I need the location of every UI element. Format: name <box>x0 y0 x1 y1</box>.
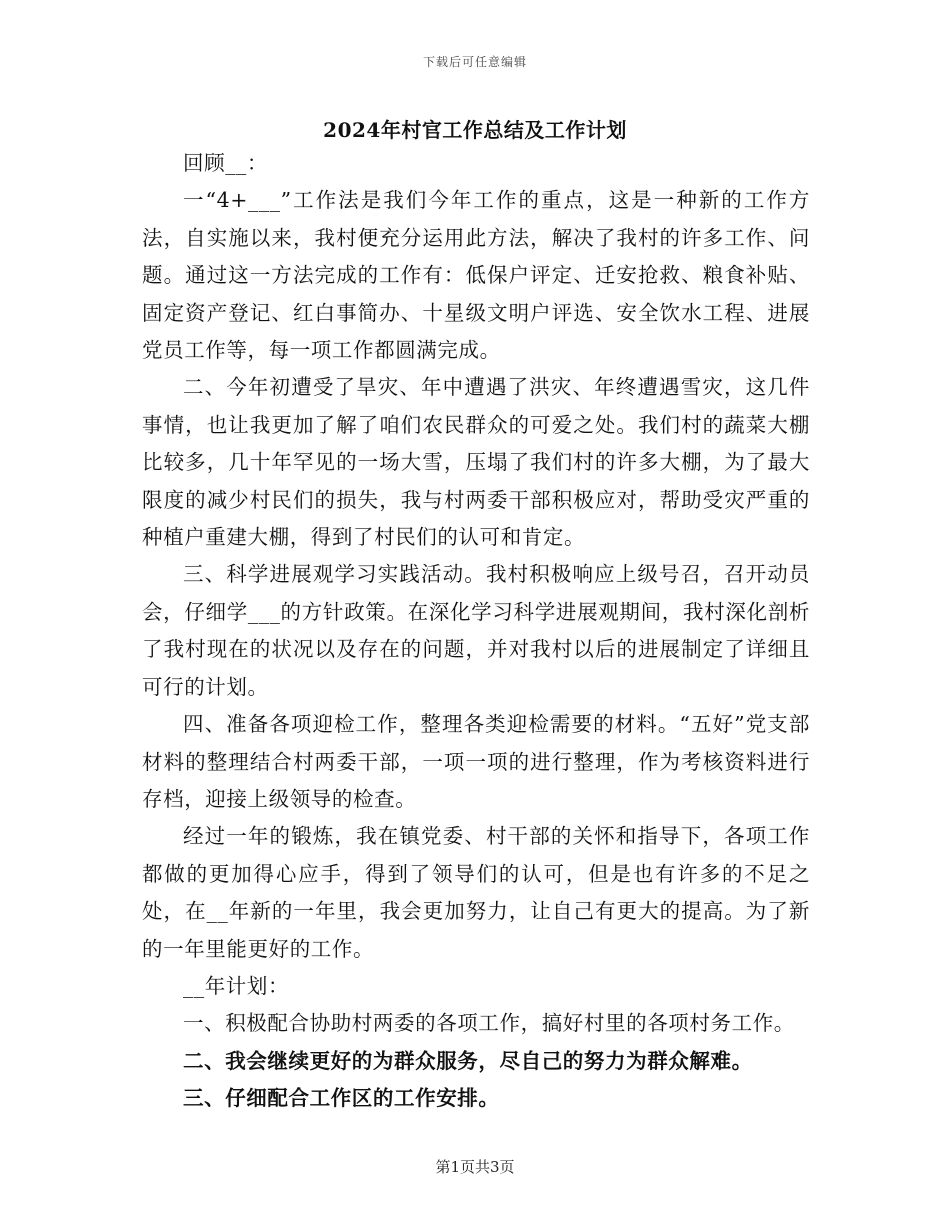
document-title: 2024年村官工作总结及工作计划 <box>323 118 627 142</box>
page-footer: 第1页共3页 <box>435 1158 515 1176</box>
paragraph-item-1: 一“4+___”工作法是我们今年工作的重点，这是一种新的工作方法，自实施以来，我村便充分运用此方法，解决了我村的许多工作、问题。通过这一方法完成的工作有：低保户评定、迁安抢救、粮食补贴、固定资产登记、红白事简办、十星级文明户评选、安全饮水工程、进展党员工作等，每一项工作都圆满完成。 <box>142 188 810 363</box>
document-body <box>142 145 810 1118</box>
paragraph-item-4: 四、准备各项迎检工作，整理各类迎检需要的材料。“五好”党支部材料的整理结合村两委干部，一项一项的进行整理，作为考核资料进行存档，迎接上级领导的检查。 <box>142 712 810 811</box>
paragraph-plan-1: 一、积极配合协助村两委的各项工作，搞好村里的各项村务工作。 <box>183 1011 795 1036</box>
paragraph-item-3: 三、科学进展观学习实践活动。我村积极响应上级号召，召开动员会，仔细学___的方针政策。在深化学习科学进展观期间，我村深化剖析了我村现在的状况以及存在的问题，并对我村以后的进展制定了详细且可行的计划。 <box>142 562 810 699</box>
paragraph-review-heading: 回顾__： <box>183 151 268 175</box>
paragraph-plan-heading: __年计划： <box>183 973 290 998</box>
page-header: 下载后可任意编辑 <box>422 55 527 69</box>
paragraph-plan-2: 二、我会继续更好的为群众服务，尽自己的努力为群众解难。 <box>183 1048 753 1073</box>
paragraph-plan-3: 三、仔细配合工作区的工作安排。 <box>183 1086 500 1111</box>
paragraph-item-2: 二、今年初遭受了旱灾、年中遭遇了洪灾、年终遭遇雪灾，这几件事情，也让我更加了解了咱们农民群众的可爱之处。我们村的蔬菜大棚比较多，几十年罕见的一场大雪，压塌了我们村的许多大棚，为了最大限度的减少村民们的损失，我与村两委干部积极应对，帮助受灾严重的种植户重建大棚，得到了村民们的认可和肯定。 <box>142 375 810 550</box>
paragraph-summary: 经过一年的锻炼，我在镇党委、村干部的关怀和指导下，各项工作都做的更加得心应手，得到了领导们的认可，但是也有许多的不足之处，在__年新的一年里，我会更加努力，让自己有更大的提高。为了新的一年里能更好的工作。 <box>142 824 810 961</box>
